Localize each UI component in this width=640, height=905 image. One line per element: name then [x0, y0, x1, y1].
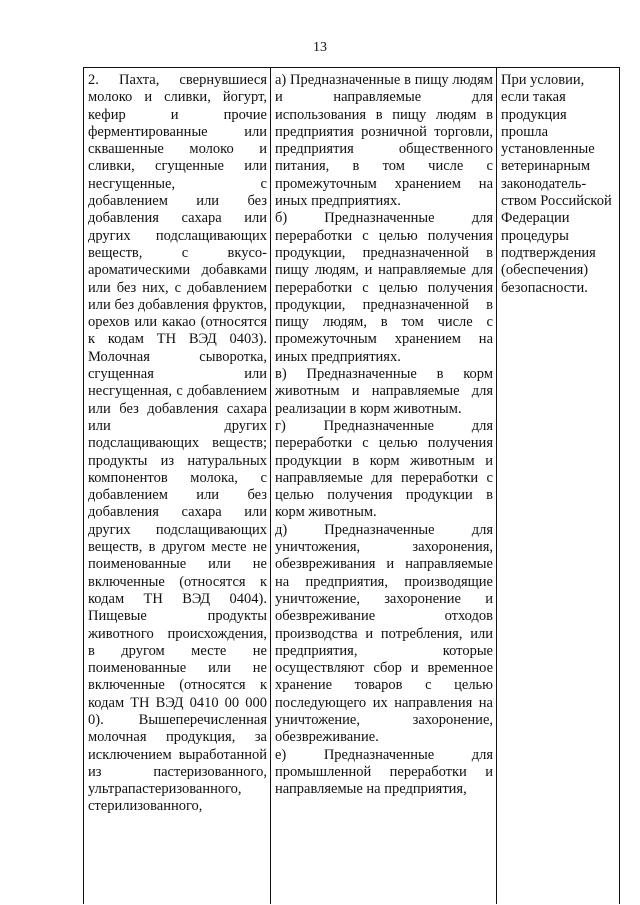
condition-cell	[497, 68, 620, 904]
purpose-item-v: в) Предназначенные в корм животным и направляемые для реализации в корм животным.	[275, 366, 493, 417]
product-description-cell	[84, 68, 271, 904]
purpose-item-b: б) Предназначенные для переработки с целью получения продукции, предназначенной в пищу людям, и направляемые для переработки с целью получения продукции, предназначенной в пищу людям, в том числе с промежуточным хранением на иных предприятиях.	[275, 210, 493, 365]
regulation-table	[83, 67, 620, 904]
purpose-cell	[271, 68, 497, 904]
condition-text: При условии, если такая продукция прошла установленные ветеринарным законодатель-ством Российской Федерации процедуры подтверждения (обеспечения) безопасности.	[501, 72, 612, 296]
purpose-item-e: е) Предназначенные для промышленной переработки и направляемые на предприятия,	[275, 746, 493, 798]
page-number: 13	[313, 40, 327, 55]
purpose-item-d: д) Предназначенные для уничтожения, захоронения, обезвреживания и направляемые на предприятия, производящие уничтожение, захоронение и обезвреживание отходов производства и потребления, или предприятия, которые осуществляют сбор и временное хранение товаров с целью последующего их направления на уничтожение, захоронение, обезвреживание.	[275, 521, 493, 746]
product-description-text: 2. Пахта, свернувшиеся молоко и сливки, йогурт, кефир и прочие ферментированные или сквашенные молоко и сливки, сгущенные или несгущенные, с добавлением или без добавления сахара или других подслащивающих веществ, с вкусо-ароматическими добавками или без них, с добавлением или без добавления фруктов, орехов или какао (относятся к кодам ТН ВЭД 0403). Молочная сыворотка, сгущенная или несгущенная, с добавлением или без добавления сахара или других подслащивающих веществ; продукты из натуральных компонентов молока, с добавлением или без добавления сахара или других подслащивающих веществ, в другом месте не поименованные или не включенные (относятся к кодам ТН ВЭД 0404). Пищевые продукты животного происхождения, в другом месте не поименованные или не включенные (относятся к кодам ТН ВЭД 0410 00 000 0). Вышеперечисленная молочная продукция, за исключением выработанной из пастеризованного, ультрапастеризованного, стерилизованного,	[88, 72, 267, 815]
table-row	[84, 68, 620, 904]
purpose-item-g: г) Предназначенные для переработки с целью получения продукции в корм животным и направляемые для переработки с целью получения продукции в корм животным.	[275, 417, 493, 521]
purpose-list	[275, 72, 493, 798]
purpose-item-a: а) Предназначенные в пищу людям и направляемые для использования в пищу людям в предприятия розничной торговли, предприятия общественного питания, в том числе с промежуточным хранением на иных предприятиях.	[275, 72, 493, 210]
